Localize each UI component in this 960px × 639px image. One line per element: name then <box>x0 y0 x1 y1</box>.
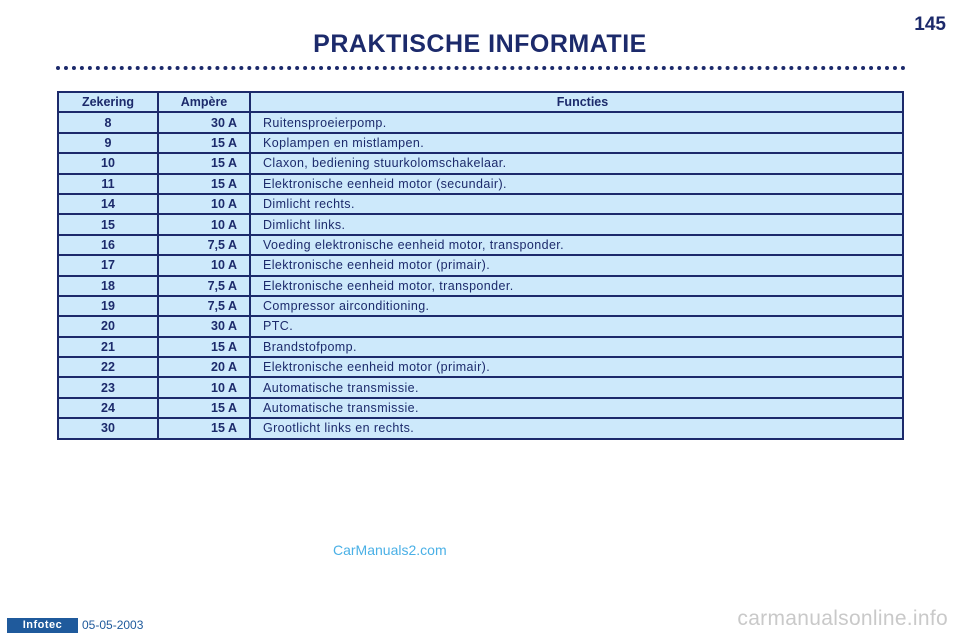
fuse-number-cell: 15 <box>58 214 158 234</box>
function-cell: Brandstofpomp. <box>250 337 903 357</box>
fuse-table <box>57 91 904 440</box>
function-cell: Automatische transmissie. <box>250 377 903 397</box>
fuse-number-cell: 17 <box>58 255 158 275</box>
table-row <box>58 255 903 275</box>
dotted-divider <box>56 66 906 70</box>
fuse-number-cell: 23 <box>58 377 158 397</box>
page-title: PRAKTISCHE INFORMATIE <box>313 30 647 58</box>
table-row <box>58 357 903 377</box>
function-cell: Ruitensproeierpomp. <box>250 112 903 132</box>
table-row <box>58 276 903 296</box>
fuse-number-cell: 30 <box>58 418 158 438</box>
fuse-number-cell: 18 <box>58 276 158 296</box>
table-row <box>58 214 903 234</box>
header-fuse: Zekering <box>58 92 158 112</box>
carmanuals-watermark: CarManuals2.com <box>333 542 447 558</box>
function-cell: Claxon, bediening stuurkolomschakelaar. <box>250 153 903 173</box>
table-row <box>58 337 903 357</box>
ampere-cell: 15 A <box>158 174 250 194</box>
fuse-number-cell: 21 <box>58 337 158 357</box>
fuse-number-cell: 20 <box>58 316 158 336</box>
ampere-cell: 20 A <box>158 357 250 377</box>
function-cell: Automatische transmissie. <box>250 398 903 418</box>
table-body <box>58 112 903 438</box>
function-cell: Koplampen en mistlampen. <box>250 133 903 153</box>
site-watermark: carmanualsonline.info <box>737 607 948 630</box>
footer-date: 05-05-2003 <box>82 618 144 632</box>
table-row <box>58 418 903 438</box>
table-row <box>58 153 903 173</box>
fuse-number-cell: 16 <box>58 235 158 255</box>
ampere-cell: 30 A <box>158 112 250 132</box>
ampere-cell: 15 A <box>158 153 250 173</box>
function-cell: Elektronische eenheid motor, transponder. <box>250 276 903 296</box>
infotec-logo: Infotec <box>7 618 78 633</box>
fuse-number-cell: 14 <box>58 194 158 214</box>
fuse-number-cell: 19 <box>58 296 158 316</box>
ampere-cell: 15 A <box>158 133 250 153</box>
ampere-cell: 10 A <box>158 255 250 275</box>
ampere-cell: 7,5 A <box>158 296 250 316</box>
table-row <box>58 398 903 418</box>
function-cell: Grootlicht links en rechts. <box>250 418 903 438</box>
header-ampere: Ampère <box>158 92 250 112</box>
table-row <box>58 235 903 255</box>
function-cell: Elektronische eenheid motor (primair). <box>250 357 903 377</box>
table-header-row <box>58 92 903 112</box>
function-cell: Dimlicht links. <box>250 214 903 234</box>
table-row <box>58 194 903 214</box>
fuse-number-cell: 22 <box>58 357 158 377</box>
fuse-number-cell: 9 <box>58 133 158 153</box>
ampere-cell: 30 A <box>158 316 250 336</box>
table-row <box>58 174 903 194</box>
function-cell: Elektronische eenheid motor (secundair). <box>250 174 903 194</box>
function-cell: Voeding elektronische eenheid motor, transponder. <box>250 235 903 255</box>
ampere-cell: 10 A <box>158 214 250 234</box>
table-row <box>58 377 903 397</box>
table-row <box>58 316 903 336</box>
ampere-cell: 15 A <box>158 337 250 357</box>
function-cell: Elektronische eenheid motor (primair). <box>250 255 903 275</box>
table-row <box>58 133 903 153</box>
table-row <box>58 296 903 316</box>
table-row <box>58 112 903 132</box>
ampere-cell: 7,5 A <box>158 276 250 296</box>
function-cell: PTC. <box>250 316 903 336</box>
ampere-cell: 10 A <box>158 194 250 214</box>
page-number: 145 <box>914 14 946 35</box>
fuse-number-cell: 10 <box>58 153 158 173</box>
fuse-number-cell: 11 <box>58 174 158 194</box>
ampere-cell: 10 A <box>158 377 250 397</box>
ampere-cell: 7,5 A <box>158 235 250 255</box>
function-cell: Dimlicht rechts. <box>250 194 903 214</box>
function-cell: Compressor airconditioning. <box>250 296 903 316</box>
fuse-number-cell: 8 <box>58 112 158 132</box>
ampere-cell: 15 A <box>158 418 250 438</box>
header-functions: Functies <box>250 92 903 112</box>
ampere-cell: 15 A <box>158 398 250 418</box>
fuse-number-cell: 24 <box>58 398 158 418</box>
